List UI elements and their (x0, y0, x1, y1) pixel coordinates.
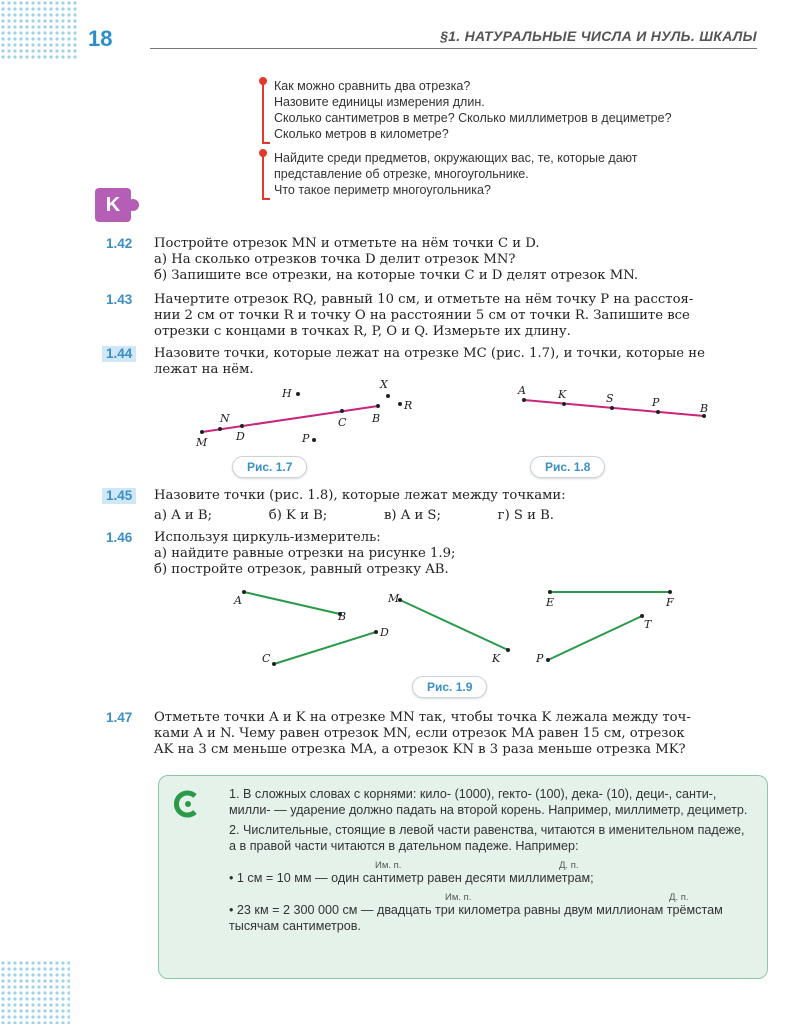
label-p: P (302, 432, 310, 445)
point-n (218, 427, 222, 431)
label-k: K (492, 652, 501, 665)
label-m: M (196, 436, 208, 449)
task-text: ками A и N. Чему равен отрезок MN, если отрезок MA равен 15 см, отрезок (154, 726, 685, 741)
point-b (376, 404, 380, 408)
point-p (656, 410, 660, 414)
label-t: T (644, 618, 652, 631)
label-a: A (234, 594, 242, 607)
bullet: • (229, 871, 234, 885)
bullet: • (229, 903, 234, 917)
task-text: отрезки с концами в точках R, P, O и Q. Измерьте их длину. (154, 324, 571, 339)
segment-cd (274, 632, 376, 664)
label-b: B (338, 610, 347, 623)
caption-fig-1-7: Рис. 1.7 (232, 456, 307, 478)
task-text: б) постройте отрезок, равный отрезку AB. (154, 562, 449, 577)
task-text: б) Запишите все отрезки, на которые точки C и D делят отрезок MN. (154, 268, 639, 283)
point (374, 630, 378, 634)
label-b: B (372, 412, 381, 425)
section-title: §1. НАТУРАЛЬНЫЕ ЧИСЛА И НУЛЬ. ШКАЛЫ (440, 28, 757, 44)
note-paragraph-1: 1. В сложных словах с корнями: кило- (1000), гекто- (100), дека- (10), деци-, санти-, милли- — ударение должно падать на второй корень. Например, миллиметр, дециметр. (229, 787, 748, 817)
figure-1-9 (228, 584, 688, 674)
point-a (522, 398, 526, 402)
task-number: 1.47 (106, 710, 133, 725)
task-number: 1.45 (102, 488, 136, 504)
corner-dots-top (0, 0, 78, 60)
example-2-case-labels (229, 890, 751, 902)
label-p: P (652, 396, 660, 409)
task-1-47 (106, 710, 761, 758)
example-1-case-labels (229, 858, 751, 870)
label-n: N (220, 412, 230, 425)
question-line: представление об отрезке, многоугольнике. (274, 167, 529, 181)
task-1-43 (106, 292, 761, 340)
task-1-46 (106, 530, 761, 578)
point-c (340, 409, 344, 413)
task-options (154, 508, 554, 524)
question-line: Назовите единицы измерения длин. (274, 95, 485, 109)
task-text: нии 2 см от точки R и точку O на расстоянии 5 см от точки R. Запишите все (154, 308, 690, 323)
language-note-box (158, 775, 768, 979)
task-1-45 (106, 488, 761, 524)
label-p: P (536, 652, 544, 665)
task-1-44 (106, 346, 761, 378)
example-1-text: 1 см = 10 мм — один сантиметр равен десяти миллиметрам; (236, 871, 594, 885)
task-text: Используя циркуль-измеритель: (154, 530, 381, 545)
question-line: Сколько сантиметров в метре? Сколько миллиметров в дециметре? (274, 111, 672, 125)
page-number: 18 (88, 26, 113, 51)
task-text: AK на 3 см меньше отрезка MA, а отрезок KN в 3 раза меньше отрезка MK? (154, 742, 686, 757)
case-label-nominative: Им. п. (445, 892, 472, 903)
label-k: K (558, 388, 567, 401)
point-x (386, 394, 390, 398)
point (548, 590, 552, 594)
question-line: Найдите среди предметов, окружающих вас, те, которые дают (274, 151, 638, 165)
point-p (312, 438, 316, 442)
task-text: Назовите точки (рис. 1.8), которые лежат между точками: (154, 488, 566, 503)
example-2-text: 23 км = 2 300 000 см — двадцать три километра равны двум миллионам трёмстам тысячам сантиметров. (229, 903, 723, 933)
option-d: г) S и B. (497, 508, 554, 523)
question-line: Что такое периметр многоугольника? (274, 183, 491, 197)
header-rule (150, 48, 757, 49)
case-label-dative: Д. п. (559, 860, 579, 871)
label-b: B (700, 402, 709, 415)
label-d: D (380, 626, 389, 639)
task-number: 1.46 (106, 530, 133, 545)
point (506, 648, 510, 652)
task-text: Назовите точки, которые лежат на отрезке MC (рис. 1.7), и точки, которые не (154, 346, 705, 361)
k-puzzle-badge: K (95, 188, 131, 222)
point (546, 658, 550, 662)
segment-pt (548, 616, 642, 660)
task-number: 1.42 (106, 236, 133, 251)
task-text: Отметьте точки A и K на отрезке MN так, чтобы точка K лежала между точ- (154, 710, 691, 725)
figure-1-8 (512, 382, 722, 422)
segment-mk (400, 600, 508, 650)
point-h (296, 392, 300, 396)
point-m (200, 430, 204, 434)
task-1-42 (106, 236, 761, 284)
segment-ab (244, 592, 340, 614)
speech-c-icon (173, 790, 201, 818)
task-number: 1.44 (102, 346, 136, 362)
example-1 (229, 870, 751, 886)
caption-fig-1-8: Рис. 1.8 (530, 456, 605, 478)
label-s: S (606, 392, 614, 405)
task-text: а) На сколько отрезков точка D делит отрезок MN? (154, 252, 516, 267)
point (242, 590, 246, 594)
case-label-dative: Д. п. (669, 892, 689, 903)
question-group-1 (262, 78, 672, 142)
label-x: X (380, 378, 388, 391)
point (272, 662, 276, 666)
task-text: лежат на нём. (154, 362, 254, 377)
option-a: а) A и B; (154, 508, 213, 523)
option-b: б) K и B; (268, 508, 328, 523)
caption-fig-1-9: Рис. 1.9 (412, 676, 487, 698)
label-f: F (666, 596, 674, 609)
task-text: а) найдите равные отрезки на рисунке 1.9; (154, 546, 456, 561)
corner-dots-bottom (0, 960, 70, 1024)
note-paragraph-2: 2. Числительные, стоящие в левой части равенства, читаются в именительном падеже, а в правой части читаются в дательном падеже. Например: (229, 823, 745, 853)
question-line: Сколько метров в километре? (274, 127, 449, 141)
point-d (240, 424, 244, 428)
label-e: E (546, 596, 555, 609)
case-label-nominative: Им. п. (375, 860, 402, 871)
point-s (610, 406, 614, 410)
label-m: M (388, 592, 400, 605)
label-r: R (404, 399, 413, 412)
label-a: A (518, 384, 526, 397)
label-c: C (262, 652, 271, 665)
figure-1-7 (190, 378, 430, 450)
question-group-2 (262, 150, 638, 198)
example-2 (229, 902, 751, 934)
label-h: H (282, 387, 292, 400)
point-r (398, 402, 402, 406)
point-k (562, 402, 566, 406)
task-text: Начертите отрезок RQ, равный 10 см, и отметьте на нём точку P на расстоя- (154, 292, 694, 307)
label-d: D (236, 430, 245, 443)
point (668, 590, 672, 594)
question-line: Как можно сравнить два отрезка? (274, 79, 471, 93)
option-c: в) A и S; (383, 508, 441, 523)
task-text: Постройте отрезок MN и отметьте на нём точки C и D. (154, 236, 540, 251)
label-c: C (338, 416, 347, 429)
task-number: 1.43 (106, 292, 133, 307)
